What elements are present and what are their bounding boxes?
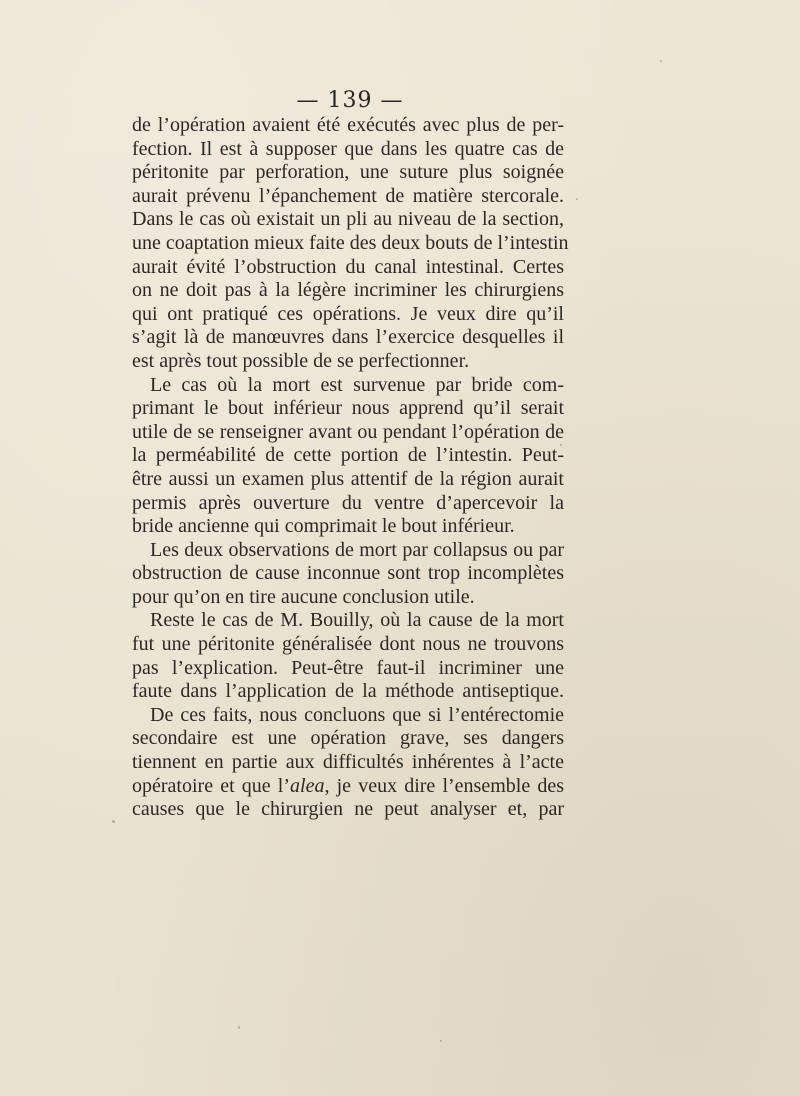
paragraph-4	[132, 609, 564, 703]
paper-speck	[576, 198, 578, 200]
paper-speck	[440, 1040, 442, 1042]
text-line: pas l’explication. Peut-être faut-il incriminer une	[132, 656, 564, 679]
text-line: faute dans l’application de la méthode antiseptique.	[132, 680, 564, 703]
text-line: Dans le cas où existait un pli au niveau de la section,	[132, 208, 564, 231]
paragraph-1	[132, 114, 569, 374]
text-line: la perméabilité de cette portion de l’intestin. Peut-	[132, 444, 564, 467]
text-line: qui ont pratiqué ces opérations. Je veux dire qu’il	[132, 302, 564, 325]
paper-speck	[660, 60, 662, 62]
paper-speck	[560, 444, 562, 446]
text-line: De ces faits, nous concluons que si l’entérectomie	[150, 703, 564, 726]
text-line: de l’opération avaient été exécutés avec plus de per-	[132, 114, 564, 136]
text-fragment: , je veux dire l’ensemble des	[324, 774, 564, 797]
paper-speck	[112, 820, 115, 823]
text-line: obstruction de cause inconnue sont trop incomplètes	[132, 562, 564, 585]
text-line: péritonite par perforation, une suture plus soignée	[132, 161, 564, 184]
page-number: — 139 —	[296, 88, 404, 113]
italic-term: alea	[290, 774, 325, 797]
text-line: aurait prévenu l’épanchement de matière stercorale.	[132, 184, 564, 207]
text-line: Le cas où la mort est survenue par bride com-	[150, 373, 564, 396]
text-line: permis après ouverture du ventre d’apercevoir la	[132, 491, 564, 514]
text-line: bride ancienne qui comprimait le bout inférieur.	[132, 515, 515, 538]
text-line: causes que le chirurgien ne peut analyser et, par	[132, 798, 564, 821]
body-text	[132, 114, 569, 822]
text-line: est après tout possible de se perfectionner.	[132, 349, 470, 372]
paragraph-2	[132, 374, 564, 539]
text-line: tiennent en partie aux difficultés inhérentes à l’acte	[132, 751, 564, 774]
text-line	[132, 775, 564, 799]
text-line: Reste le cas de M. Bouilly, où la cause de la mort	[150, 609, 564, 632]
text-line: s’agit là de manœuvres dans l’exercice desquelles il	[132, 326, 564, 349]
text-line: primant le bout inférieur nous apprend qu’il serait	[132, 397, 564, 420]
text-line: fection. Il est à supposer que dans les quatre cas de	[132, 137, 564, 160]
paper-speck	[238, 1026, 240, 1029]
text-line: fut une péritonite généralisée dont nous ne trouvons	[132, 633, 564, 656]
text-line: Les deux observations de mort par collapsus ou par	[150, 538, 564, 561]
text-line: secondaire est une opération grave, ses dangers	[132, 727, 564, 750]
text-line: être aussi un examen plus attentif de la région aurait	[132, 467, 564, 490]
text-fragment: opératoire et que l’	[132, 774, 291, 797]
text-line: on ne doit pas à la légère incriminer les chirurgiens	[132, 279, 564, 302]
text-line: utile de se renseigner avant ou pendant l’opération de	[132, 420, 564, 443]
text-line: une coaptation mieux faite des deux bouts de l’intestin	[132, 231, 569, 254]
text-line: pour qu’on en tire aucune conclusion utile.	[132, 585, 475, 608]
paragraph-5	[132, 704, 564, 822]
text-line: aurait évité l’obstruction du canal intestinal. Certes	[132, 255, 564, 278]
paragraph-3	[132, 539, 564, 610]
